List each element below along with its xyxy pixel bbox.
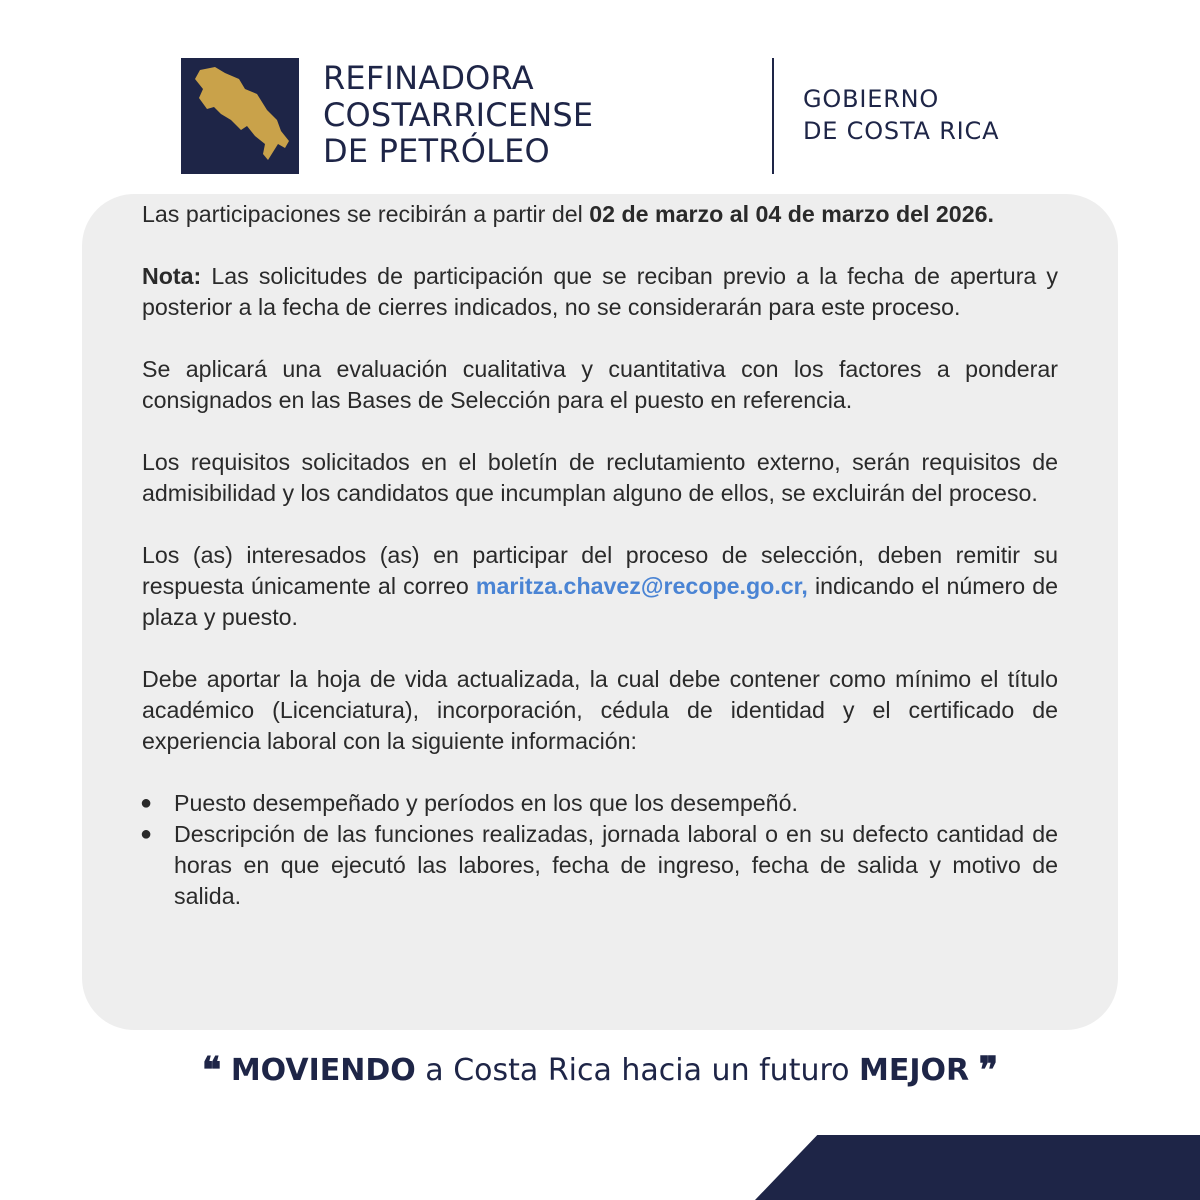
contact-text-end: indicando el número de plaza y puesto. xyxy=(142,573,1059,630)
open-quote-icon: ❝ xyxy=(201,1049,222,1091)
bullet-icon: ● xyxy=(140,823,153,845)
dates-paragraph xyxy=(142,199,1058,230)
documents-paragraph: Debe aportar la hoja de vida actualizada, la cual debe contener como mínimo el título académico (Licenciatura), incorporación, cédula de identidad y el certificado de experiencia laboral con la siguiente información: xyxy=(142,666,1058,754)
dates-highlight: 02 de marzo al 04 de marzo del 2026. xyxy=(589,201,994,227)
org-name xyxy=(323,60,593,170)
requirements-paragraph: Los requisitos solicitados en el boletín de reclutamiento externo, serán requisitos de admisibilidad y los candidatos que incumplan alguno de ellos, se excluirán del proceso. xyxy=(142,449,1058,506)
costa-rica-map-icon xyxy=(181,58,299,174)
evaluation-paragraph: Se aplicará una evaluación cualitativa y cuantitativa con los factores a ponderar consignados en las Bases de Selección para el puesto en referencia. xyxy=(142,356,1058,413)
org-name-line: DE PETRÓLEO xyxy=(323,132,550,170)
note-label: Nota: xyxy=(142,263,202,289)
dates-text: Las participaciones se recibirán a partir del xyxy=(142,201,590,227)
slogan-word-moviendo: MOVIENDO xyxy=(230,1053,416,1088)
recope-logo xyxy=(181,58,299,174)
list-item-text: Puesto desempeñado y períodos en los que los desempeñó. xyxy=(174,790,798,816)
corner-decoration xyxy=(755,1135,1200,1200)
close-quote-icon: ❞ xyxy=(978,1049,999,1091)
slogan-middle: a Costa Rica hacia un futuro xyxy=(415,1053,860,1088)
org-name-line: REFINADORA xyxy=(323,59,534,97)
government-name xyxy=(803,83,999,147)
gov-name-line: GOBIERNO xyxy=(803,85,940,113)
email-link[interactable]: maritza.chavez@recope.go.cr, xyxy=(475,573,808,599)
info-list xyxy=(142,788,1058,912)
contact-text: Los (as) interesados (as) en participar del proceso de selección, deben remitir su respuesta únicamente al correo xyxy=(142,542,1058,599)
list-item xyxy=(142,819,1058,912)
contact-paragraph xyxy=(142,540,1058,633)
slogan xyxy=(0,1050,1200,1091)
header xyxy=(0,0,1200,190)
slogan-word-mejor: MEJOR xyxy=(859,1053,970,1088)
list-item-text: Descripción de las funciones realizadas, jornada laboral o en su defecto cantidad de horas en que ejecutó las labores, fecha de ingreso, fecha de salida y motivo de salida. xyxy=(174,821,1058,909)
gov-name-line: DE COSTA RICA xyxy=(803,117,1000,145)
bullet-icon: ● xyxy=(140,792,153,814)
note-paragraph xyxy=(142,261,1058,323)
org-name-line: COSTARRICENSE xyxy=(323,95,594,134)
list-item xyxy=(142,788,1058,819)
header-divider xyxy=(772,58,774,174)
note-text: Las solicitudes de participación que se reciban previo a la fecha de apertura y posterior a la fecha de cierres indicados, no se considerarán para este proceso. xyxy=(142,263,1058,320)
announcement-body xyxy=(142,199,1058,912)
